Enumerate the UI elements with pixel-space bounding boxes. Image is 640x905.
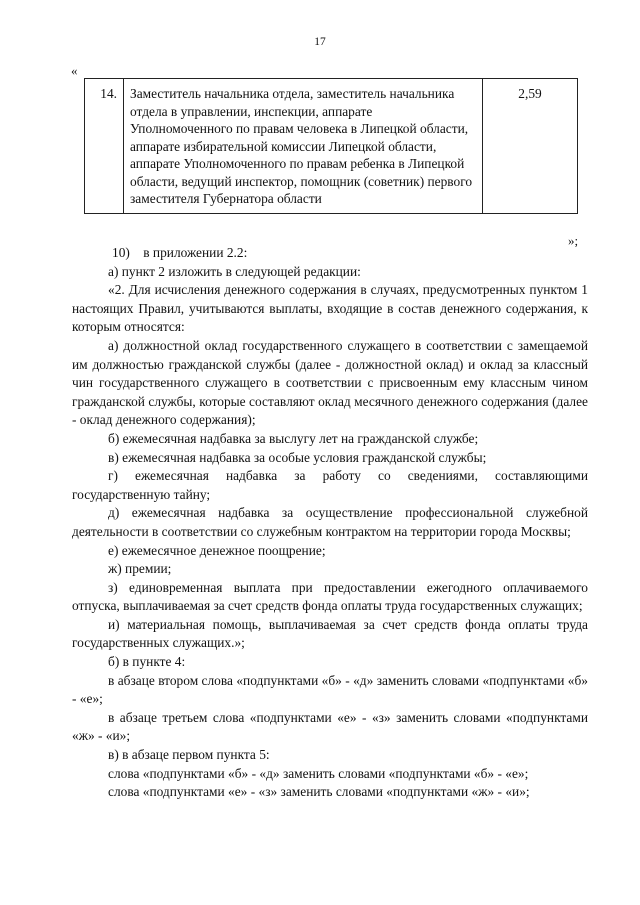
paragraph: б) в пункте 4: [108,654,186,670]
paragraph: в) в абзаце первом пункта 5: [108,747,270,763]
position-description: Заместитель начальника отдела, заместитель начальника отдела в управлении, инспекции, аппарате Уполномоченного по правам человека в Липецкой области, аппарате избирательной комиссии Липецкой области, аппарате Уполномоченного по правам ребенка в Липецкой области, ведущий инспектор, помощник (советник) первого заместителя Губернатора области [124,79,483,214]
paragraph: е) ежемесячное денежное поощрение; [108,542,326,558]
paragraph: а) должностной оклад государственного служащего в соответствии с замещаемой им должностью гражданской службы (далее - должностной оклад) и оклад за классный чин государственного служащего в соответствии с присвоенным ему классным чином гражданской службы, которые составляют оклад месячного денежного содержания (далее - оклад денежного содержания); [72,337,588,428]
amendment-table [84,78,578,214]
paragraph: и) материальная помощь, выплачиваемая за счет средств фонда оплаты труда государственных служащих.»; [72,616,588,651]
paragraph: слова «подпунктами «е» - «з» заменить словами «подпунктами «ж» - «и»; [108,784,530,800]
row-number: 14. [85,79,124,214]
paragraph: в абзаце третьем слова «подпунктами «е» - «з» заменить словами «подпунктами «ж» - «и»; [72,709,588,744]
paragraph: ж) премии; [108,561,172,577]
paragraph: д) ежемесячная надбавка за осуществление профессиональной служебной деятельности в соответствии со служебным контрактом на территории города Москвы; [72,505,588,539]
paragraph: «2. Для исчисления денежного содержания в случаях, предусмотренных пунктом 1 настоящих Правил, учитываются выплаты, входящие в состав денежного содержания, к которым относятся: [72,282,588,335]
coefficient-value: 2,59 [483,79,578,214]
closing-quote: »; [568,233,579,248]
paragraph: в) ежемесячная надбавка за особые условия гражданской службы; [108,449,487,465]
table-row [85,79,578,214]
paragraph: в абзаце втором слова «подпунктами «б» - «д» заменить словами «подпунктами «б» - «е»; [72,672,588,707]
opening-quote: « [71,63,78,78]
paragraph: б) ежемесячная надбавка за выслугу лет на гражданской службе; [108,430,479,446]
paragraph: а) пункт 2 изложить в следующей редакции: [108,263,361,279]
document-body [72,244,588,802]
paragraph: з) единовременная выплата при предоставлении ежегодного оплачиваемого отпуска, выплачиваемая за счет средств фонда оплаты труда государственных служащих; [72,579,588,614]
paragraph-item-10: 10) в приложении 2.2: [112,245,248,260]
paragraph: г) ежемесячная надбавка за работу со сведениями, составляющими государственную тайну; [72,468,588,502]
paragraph: слова «подпунктами «б» - «д» заменить словами «подпунктами «б» - «е»; [108,765,529,781]
page-number: 17 [314,36,326,48]
